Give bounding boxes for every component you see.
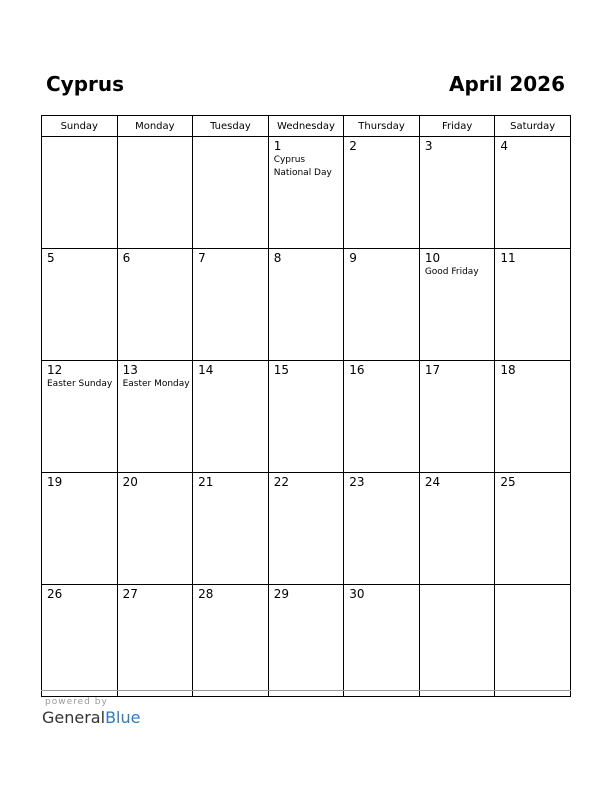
day-cell (344, 585, 420, 697)
day-number: 17 (424, 363, 441, 377)
day-cell (268, 473, 344, 585)
day-cell (419, 249, 495, 361)
holiday-label: Easter Sunday (47, 379, 113, 389)
day-number: 29 (273, 587, 289, 601)
day-cell (117, 473, 193, 585)
day-cell (193, 585, 269, 697)
holiday-label: Good Friday (424, 267, 479, 277)
day-number: 28 (198, 587, 214, 601)
day-cell (117, 137, 193, 249)
day-number: 9 (349, 251, 357, 265)
day-cell (344, 473, 420, 585)
footer-divider (41, 690, 571, 691)
day-number: 15 (273, 363, 289, 377)
weekday-header: Sunday (42, 116, 118, 137)
day-number: 23 (349, 475, 365, 489)
day-number: 6 (122, 251, 131, 265)
day-cell (193, 249, 269, 361)
day-number: 13 (122, 363, 138, 377)
day-number: 8 (273, 251, 282, 265)
day-number: 26 (47, 587, 63, 601)
day-number: 4 (500, 139, 509, 153)
day-cell (193, 473, 269, 585)
day-cell (344, 361, 420, 473)
day-cell (268, 249, 344, 361)
day-number: 5 (47, 251, 55, 265)
day-number: 30 (349, 587, 365, 601)
day-number: 20 (122, 475, 138, 489)
day-cell (268, 137, 344, 249)
day-cell (419, 361, 495, 473)
day-number: 21 (198, 475, 214, 489)
day-cell (419, 473, 495, 585)
brand-general-text: General (42, 708, 106, 727)
day-number: 16 (349, 363, 365, 377)
day-cell (495, 585, 571, 697)
weekday-header-row (42, 116, 571, 137)
day-number: 2 (349, 139, 357, 153)
weekday-header: Monday (117, 116, 193, 137)
week-row (42, 585, 571, 697)
day-number: 18 (500, 363, 516, 377)
day-number: 1 (273, 139, 282, 153)
day-cell (268, 585, 344, 697)
day-cell (419, 137, 495, 249)
weekday-header: Wednesday (268, 116, 344, 137)
powered-by-label: powered by (45, 697, 108, 707)
day-cell (117, 585, 193, 697)
day-number: 12 (47, 363, 63, 377)
day-cell (42, 249, 118, 361)
day-cell (268, 361, 344, 473)
week-row (42, 361, 571, 473)
day-number: 3 (424, 139, 433, 153)
weekday-header: Thursday (344, 116, 420, 137)
day-number: 24 (424, 475, 441, 489)
day-number: 7 (198, 251, 206, 265)
weekday-header: Tuesday (193, 116, 269, 137)
month-title: April 2026 (449, 72, 565, 96)
day-cell (117, 249, 193, 361)
brand-blue-text: Blue (105, 708, 141, 727)
weekday-header: Friday (419, 116, 495, 137)
day-cell (344, 249, 420, 361)
day-cell (495, 249, 571, 361)
day-cell (344, 137, 420, 249)
day-cell (42, 585, 118, 697)
day-cell (42, 361, 118, 473)
day-cell (193, 361, 269, 473)
day-number: 10 (424, 251, 441, 265)
day-number: 27 (122, 587, 138, 601)
week-row (42, 137, 571, 249)
day-cell (193, 137, 269, 249)
day-cell (42, 137, 118, 249)
calendar-grid (41, 115, 571, 697)
weekday-header: Saturday (495, 116, 571, 137)
day-cell (495, 137, 571, 249)
generalblue-logo (42, 708, 140, 728)
country-title: Cyprus (46, 72, 125, 96)
day-number: 22 (273, 475, 289, 489)
week-row (42, 249, 571, 361)
day-cell (42, 473, 118, 585)
week-row (42, 473, 571, 585)
day-number: 19 (47, 475, 63, 489)
holiday-label: Easter Monday (122, 379, 190, 389)
day-cell (495, 473, 571, 585)
day-cell (419, 585, 495, 697)
day-number: 14 (198, 363, 214, 377)
day-cell (495, 361, 571, 473)
day-number: 11 (500, 251, 516, 265)
holiday-label: Cyprus National Day (273, 155, 332, 178)
day-cell (117, 361, 193, 473)
day-number: 25 (500, 475, 516, 489)
